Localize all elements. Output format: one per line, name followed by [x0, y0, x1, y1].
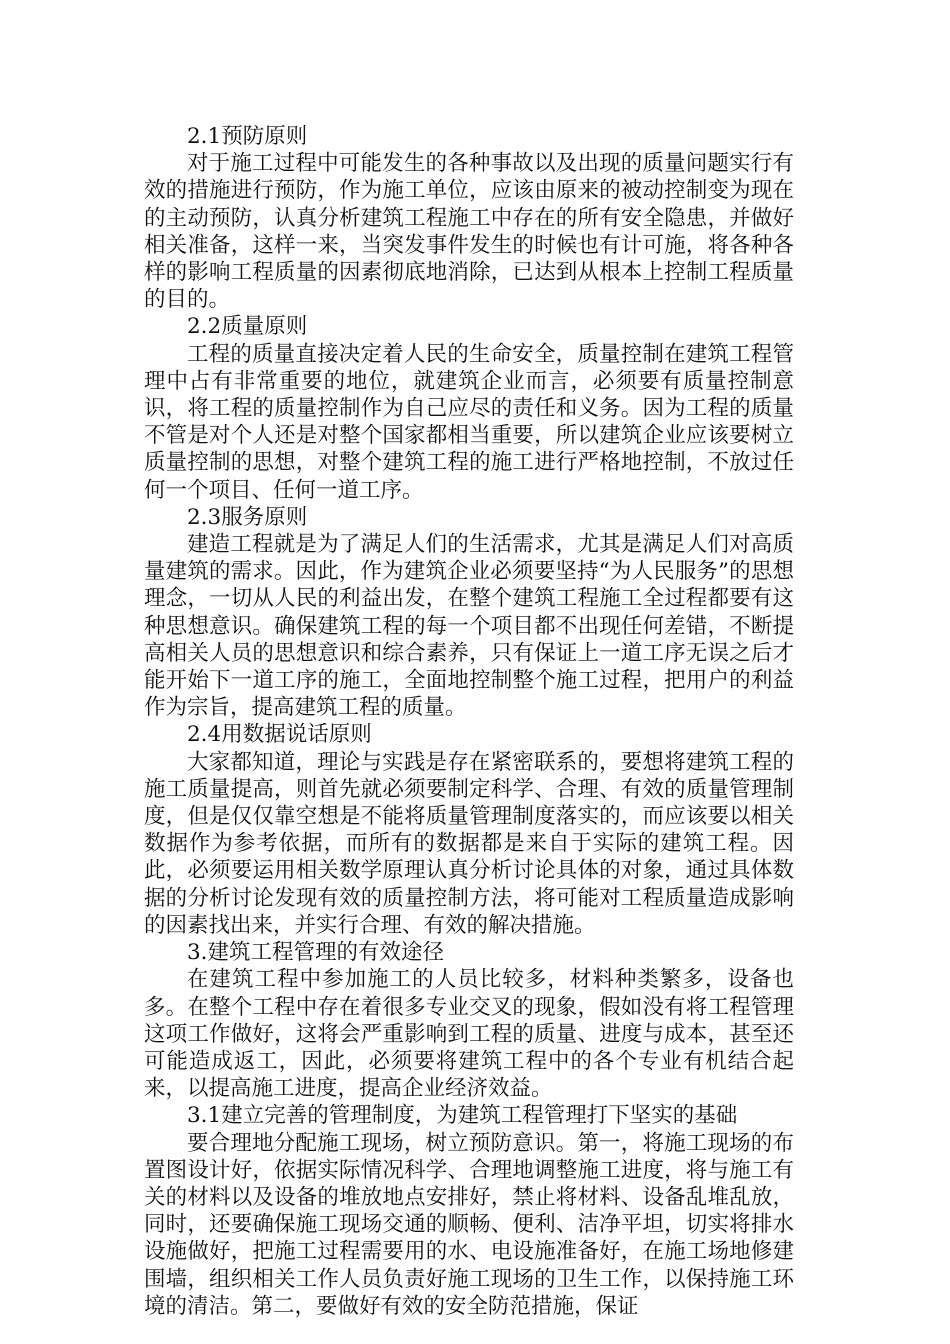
section-heading-2-3: 2.3服务原则	[187, 504, 308, 530]
section-paragraph-3: 在建筑工程中参加施工的人员比较多，材料种类繁多，设备也多。在整个工程中存在着很多专业交叉的现象，假如没有将工程管理这项工作做好，这将会严重影响到工程的质量、进度与成本，甚至还可能造成返工，因此，必须要将建筑工程中的各个专业有机结合起来，以提高施工进度，提高企业经济效益。	[144, 967, 794, 1102]
section-heading-3: 3.建筑工程管理的有效途径	[187, 940, 445, 966]
section-paragraph-2-2: 工程的质量直接决定着人民的生命安全，质量控制在建筑工程管理中占有非常重要的地位，就建筑企业而言，必须要有质量控制意识，将工程的质量控制作为自己应尽的责任和义务。因为工程的质量不管是对个人还是对整个国家都相当重要，所以建筑企业应该要树立质量控制的思想，对整个建筑工程的施工进行严格地控制，不放过任何一个项目、任何一道工序。	[144, 341, 794, 503]
section-paragraph-2-3: 建造工程就是为了满足人们的生活需求，尤其是满足人们对高质量建筑的需求。因此，作为建筑企业必须要坚持“为人民服务”的思想理念，一切从人民的利益出发，在整个建筑工程施工全过程都要有这种思想意识。确保建筑工程的每一个项目都不出现任何差错，不断提高相关人员的思想意识和综合素养，只有保证上一道工序无误之后才能开始下一道工序的施工，全面地控制整个施工过程，把用户的利益作为宗旨，提高建筑工程的质量。	[144, 532, 794, 721]
section-paragraph-3-1: 要合理地分配施工现场，树立预防意识。第一，将施工现场的布置图设计好，依据实际情况科学、合理地调整施工进度，将与施工有关的材料以及设备的堆放地点安排好，禁止将材料、设备乱堆乱放，同时，还要确保施工现场交通的顺畅、便利、洁净平坦，切实将排水设施做好，把施工过程需要用的水、电设施准备好，在施工场地修建围墙，组织相关工作人员负责好施工现场的卫生工作，以保持施工环境的清洁。第二，要做好有效的安全防范措施，保证	[144, 1130, 794, 1319]
section-heading-2-4: 2.4用数据说话原则	[187, 722, 372, 748]
section-paragraph-2-1: 对于施工过程中可能发生的各种事故以及出现的质量问题实行有效的措施进行预防，作为施工单位，应该由原来的被动控制变为现在的主动预防，认真分析建筑工程施工中存在的所有安全隐患，并做好相关准备，这样一来，当突发事件发生的时候也有计可施，将各种各样的影响工程质量的因素彻底地消除，已达到从根本上控制工程质量的目的。	[144, 151, 794, 313]
document-body	[144, 123, 794, 1320]
section-paragraph-2-4: 大家都知道，理论与实践是存在紧密联系的，要想将建筑工程的施工质量提高，则首先就必须要制定科学、合理、有效的质量管理制度，但是仅仅靠空想是不能将质量管理制度落实的，而应该要以相关数据作为参考依据，而所有的数据都是来自于实际的建筑工程。因此，必须要运用相关数学原理认真分析讨论具体的对象，通过具体数据的分析讨论发现有效的质量控制方法，将可能对工程质量造成影响的因素找出来，并实行合理、有效的解决措施。	[144, 749, 794, 938]
section-heading-2-2: 2.2质量原则	[187, 314, 308, 340]
section-heading-2-1: 2.1预防原则	[187, 124, 308, 149]
section-heading-3-1: 3.1建立完善的管理制度，为建筑工程管理打下坚实的基础	[187, 1103, 738, 1129]
